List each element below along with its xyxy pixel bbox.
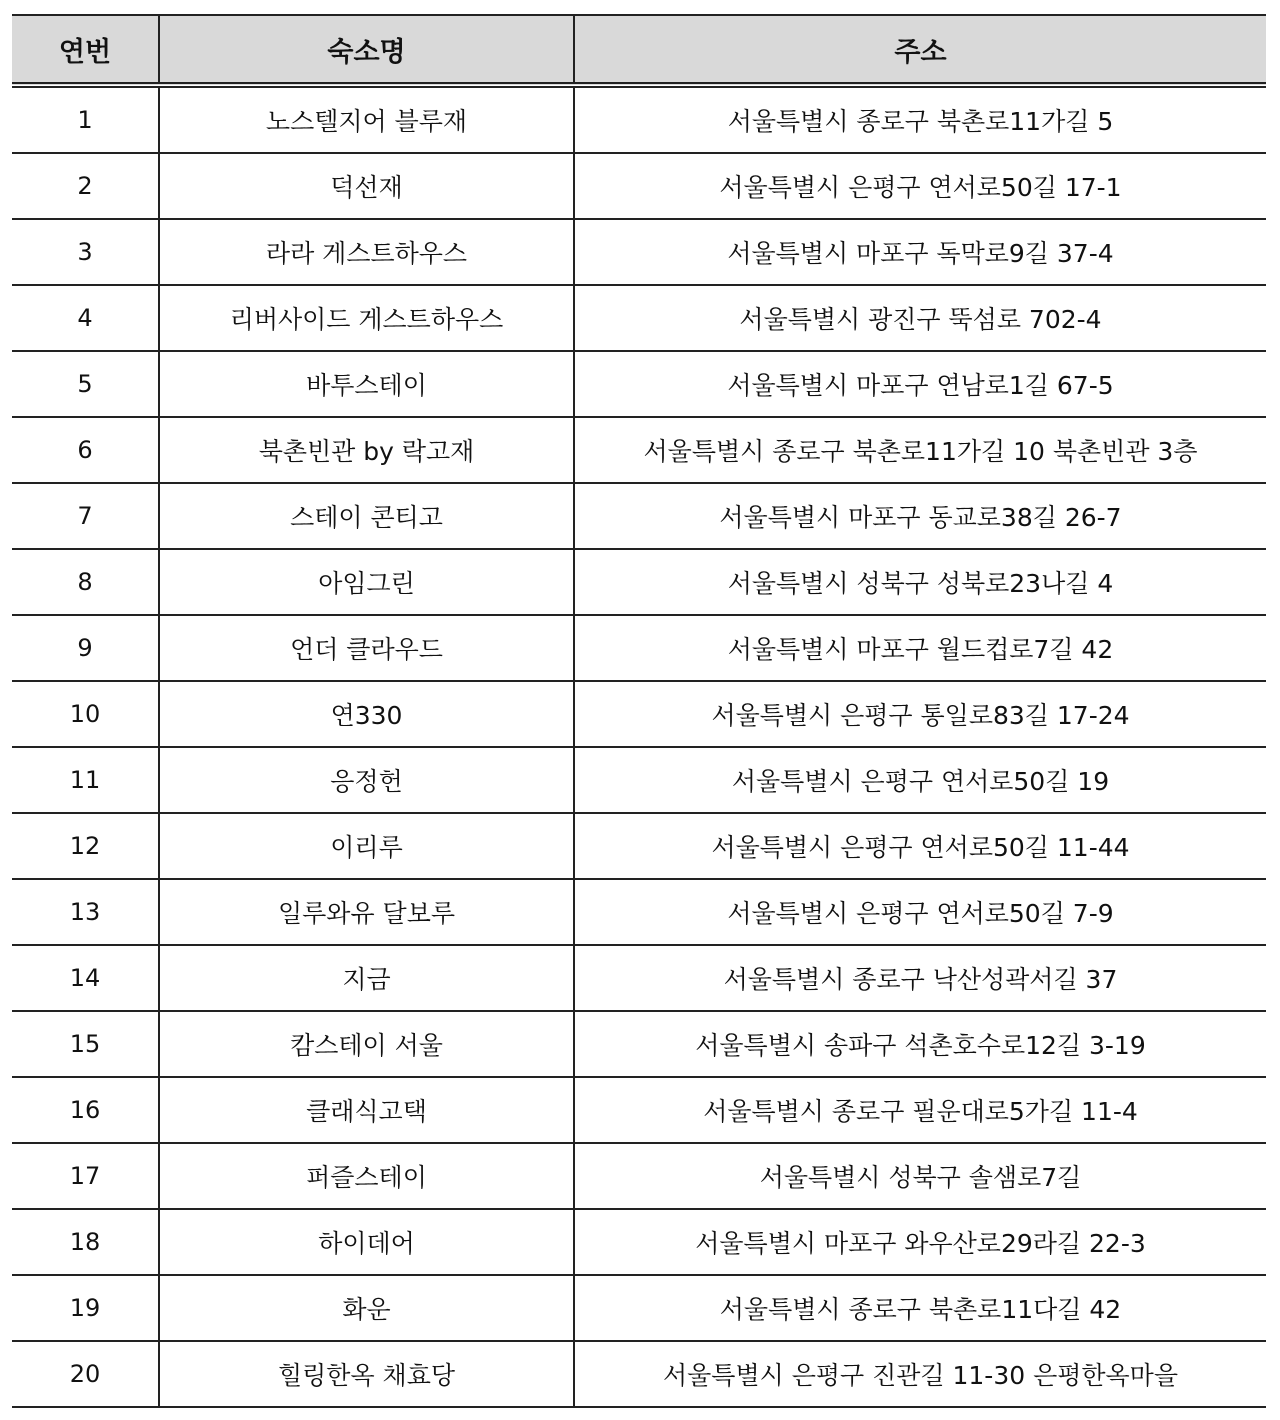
table-row	[12, 153, 1266, 219]
accommodation-name: 덕선재	[159, 153, 574, 219]
accommodation-name: 스테이 콘티고	[159, 483, 574, 549]
accommodation-name: 클래식고택	[159, 1077, 574, 1143]
accommodation-address: 서울특별시 은평구 통일로83길 17-24	[574, 681, 1266, 747]
row-number: 10	[12, 681, 159, 747]
accommodation-address: 서울특별시 마포구 동교로38길 26-7	[574, 483, 1266, 549]
table-row	[12, 85, 1266, 153]
accommodation-address: 서울특별시 은평구 연서로50길 7-9	[574, 879, 1266, 945]
table-row	[12, 483, 1266, 549]
accommodation-address: 서울특별시 은평구 연서로50길 11-44	[574, 813, 1266, 879]
row-number: 13	[12, 879, 159, 945]
row-number: 16	[12, 1077, 159, 1143]
accommodation-address: 서울특별시 종로구 북촌로11다길 42	[574, 1275, 1266, 1341]
table-row	[12, 1209, 1266, 1275]
accommodation-name: 일루와유 달보루	[159, 879, 574, 945]
accommodation-name: 화운	[159, 1275, 574, 1341]
accommodation-table	[12, 14, 1266, 1408]
table-row	[12, 813, 1266, 879]
accommodation-name: 언더 클라우드	[159, 615, 574, 681]
row-number: 4	[12, 285, 159, 351]
accommodation-name: 힐링한옥 채효당	[159, 1341, 574, 1407]
table-row	[12, 1077, 1266, 1143]
table-row	[12, 549, 1266, 615]
accommodation-address: 서울특별시 종로구 낙산성곽서길 37	[574, 945, 1266, 1011]
table-row	[12, 747, 1266, 813]
table-row	[12, 681, 1266, 747]
row-number: 15	[12, 1011, 159, 1077]
row-number: 9	[12, 615, 159, 681]
table-row	[12, 615, 1266, 681]
table-row	[12, 219, 1266, 285]
row-number: 11	[12, 747, 159, 813]
accommodation-address: 서울특별시 종로구 북촌로11가길 10 북촌빈관 3층	[574, 417, 1266, 483]
row-number: 1	[12, 85, 159, 153]
row-number: 12	[12, 813, 159, 879]
accommodation-name: 이리루	[159, 813, 574, 879]
accommodation-name: 바투스테이	[159, 351, 574, 417]
accommodation-address: 서울특별시 광진구 뚝섬로 702-4	[574, 285, 1266, 351]
accommodation-address: 서울특별시 은평구 진관길 11-30 은평한옥마을	[574, 1341, 1266, 1407]
header-address: 주소	[574, 15, 1266, 85]
row-number: 2	[12, 153, 159, 219]
table-row	[12, 351, 1266, 417]
table-row	[12, 945, 1266, 1011]
table-body	[12, 85, 1266, 1407]
table-row	[12, 417, 1266, 483]
row-number: 5	[12, 351, 159, 417]
row-number: 3	[12, 219, 159, 285]
accommodation-address: 서울특별시 마포구 월드컵로7길 42	[574, 615, 1266, 681]
row-number: 18	[12, 1209, 159, 1275]
row-number: 7	[12, 483, 159, 549]
accommodation-name: 캄스테이 서울	[159, 1011, 574, 1077]
accommodation-name: 하이데어	[159, 1209, 574, 1275]
accommodation-address: 서울특별시 마포구 와우산로29라길 22-3	[574, 1209, 1266, 1275]
row-number: 14	[12, 945, 159, 1011]
header-number: 연번	[12, 15, 159, 85]
row-number: 19	[12, 1275, 159, 1341]
table-header	[12, 15, 1266, 85]
row-number: 8	[12, 549, 159, 615]
table-row	[12, 1341, 1266, 1407]
accommodation-address: 서울특별시 은평구 연서로50길 17-1	[574, 153, 1266, 219]
accommodation-name: 노스텔지어 블루재	[159, 85, 574, 153]
row-number: 20	[12, 1341, 159, 1407]
accommodation-name: 아임그린	[159, 549, 574, 615]
accommodation-address: 서울특별시 마포구 연남로1길 67-5	[574, 351, 1266, 417]
accommodation-table-container	[12, 14, 1266, 1408]
accommodation-address: 서울특별시 종로구 필운대로5가길 11-4	[574, 1077, 1266, 1143]
table-row	[12, 879, 1266, 945]
table-row	[12, 1143, 1266, 1209]
accommodation-name: 응정헌	[159, 747, 574, 813]
header-accommodation-name: 숙소명	[159, 15, 574, 85]
table-row	[12, 1011, 1266, 1077]
row-number: 17	[12, 1143, 159, 1209]
accommodation-name: 퍼즐스테이	[159, 1143, 574, 1209]
accommodation-name: 리버사이드 게스트하우스	[159, 285, 574, 351]
header-row	[12, 15, 1266, 85]
accommodation-address: 서울특별시 마포구 독막로9길 37-4	[574, 219, 1266, 285]
table-row	[12, 285, 1266, 351]
accommodation-name: 지금	[159, 945, 574, 1011]
accommodation-address: 서울특별시 은평구 연서로50길 19	[574, 747, 1266, 813]
accommodation-name: 라라 게스트하우스	[159, 219, 574, 285]
accommodation-name: 북촌빈관 by 락고재	[159, 417, 574, 483]
accommodation-address: 서울특별시 성북구 솔샘로7길	[574, 1143, 1266, 1209]
accommodation-name: 연330	[159, 681, 574, 747]
row-number: 6	[12, 417, 159, 483]
accommodation-address: 서울특별시 성북구 성북로23나길 4	[574, 549, 1266, 615]
accommodation-address: 서울특별시 송파구 석촌호수로12길 3-19	[574, 1011, 1266, 1077]
table-row	[12, 1275, 1266, 1341]
accommodation-address: 서울특별시 종로구 북촌로11가길 5	[574, 85, 1266, 153]
